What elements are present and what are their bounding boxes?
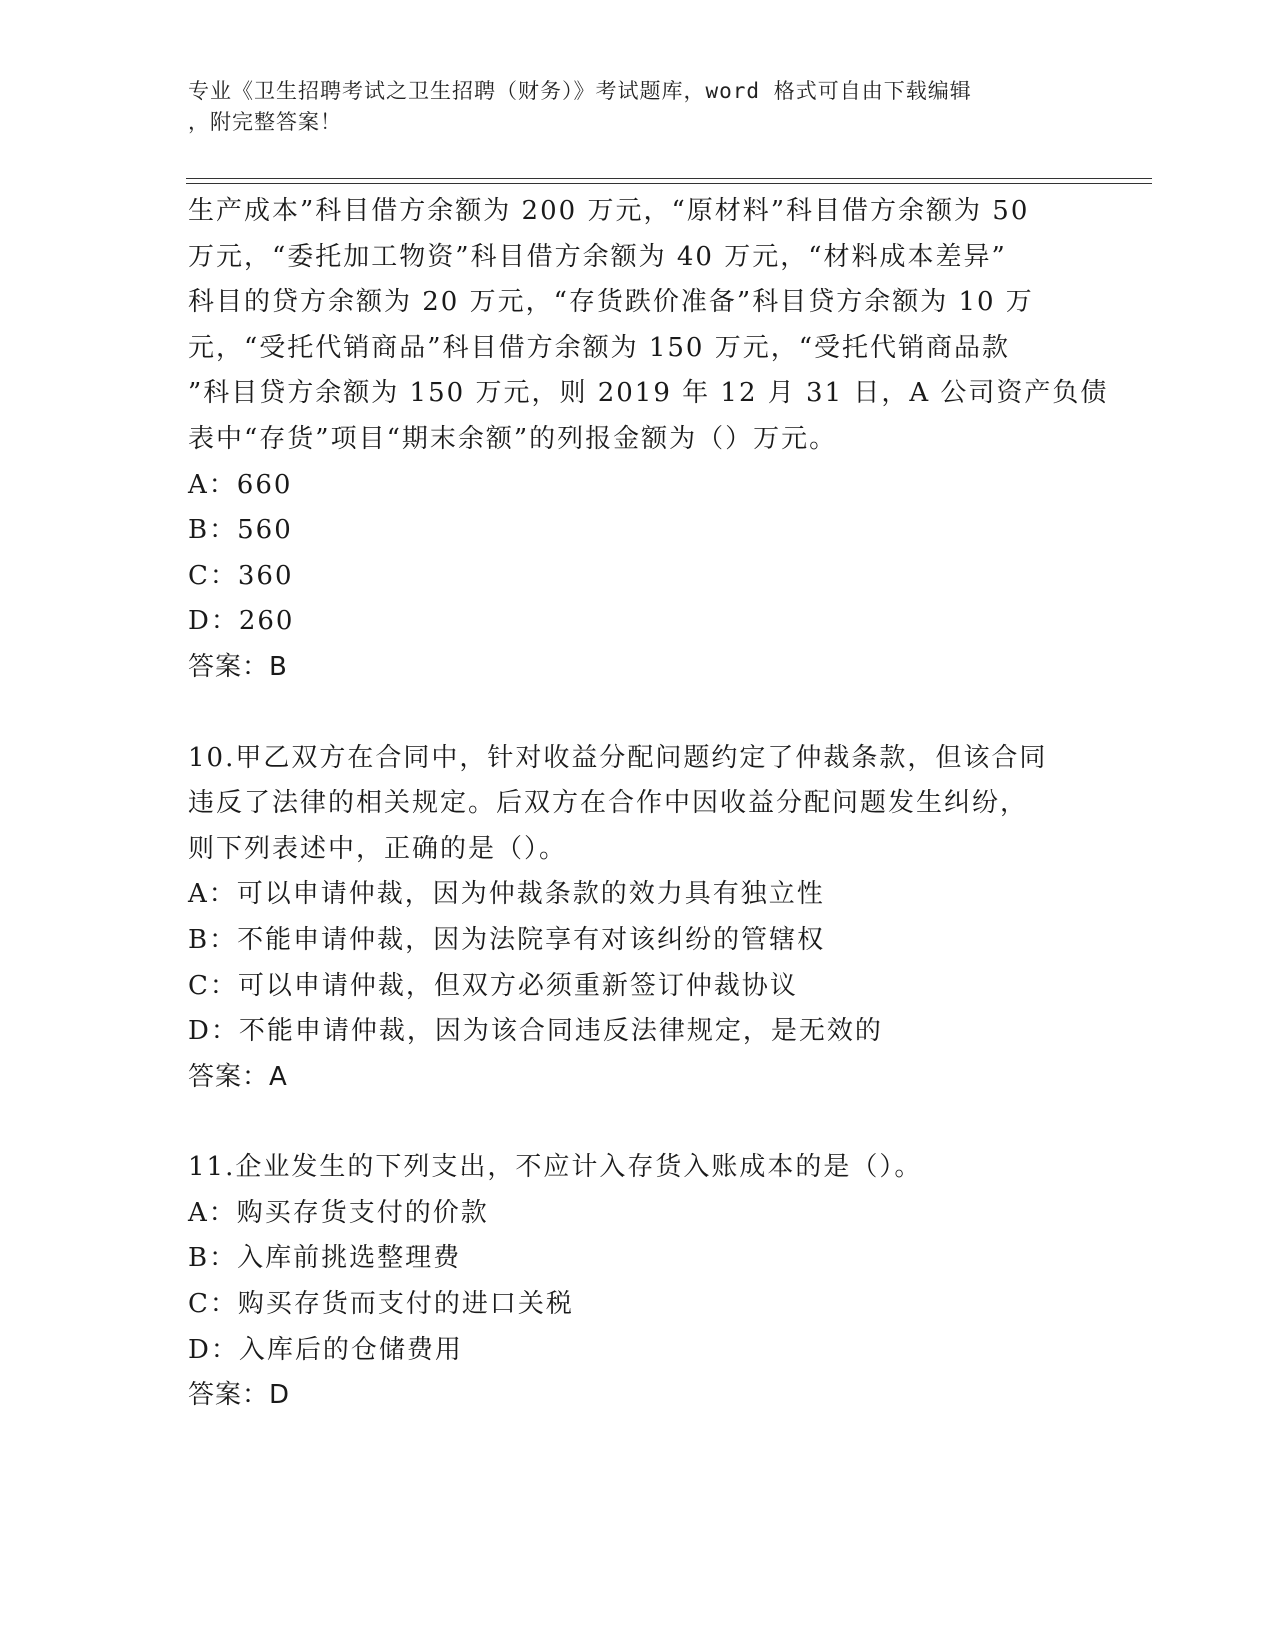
answer-label: 答案：B bbox=[188, 651, 288, 682]
question-spacer bbox=[188, 691, 1088, 736]
option-a: A：购买存货支付的价款 bbox=[188, 1197, 489, 1228]
question-10 bbox=[188, 736, 1088, 1101]
question-stem-line: 表中“存货”项目“期末余额”的列报金额为（）万元。 bbox=[188, 423, 838, 454]
answer-label: 答案：D bbox=[188, 1380, 291, 1411]
document-header bbox=[188, 76, 1068, 138]
header-rule-bottom bbox=[186, 183, 1152, 184]
question-stem-line: 则下列表述中，正确的是（）。 bbox=[188, 833, 568, 864]
option-b: B：560 bbox=[188, 515, 293, 546]
option-c: C：可以申请仲裁，但双方必须重新签订仲裁协议 bbox=[188, 970, 798, 1001]
question-stem-line: 万元，“委托加工物资”科目借方余额为 40 万元，“材料成本差异” bbox=[188, 241, 1007, 272]
question-stem-line: 10.甲乙双方在合同中，针对收益分配问题约定了仲裁条款，但该合同 bbox=[188, 742, 1048, 773]
question-stem-line: 11.企业发生的下列支出，不应计入存货入账成本的是（）。 bbox=[188, 1152, 923, 1183]
option-d: D：入库后的仓储费用 bbox=[188, 1334, 463, 1365]
question-stem-line: 违反了法律的相关规定。后双方在合作中因收益分配问题发生纠纷， bbox=[188, 788, 1029, 819]
question-11 bbox=[188, 1145, 1088, 1419]
question-list bbox=[188, 189, 1109, 1419]
question-stem-line: 元，“受托代销商品”科目借方余额为 150 万元，“受托代销商品款 bbox=[188, 332, 1011, 363]
question-stem-line: 生产成本”科目借方余额为 200 万元，“原材料”科目借方余额为 50 bbox=[188, 196, 1030, 226]
question-9-continued bbox=[188, 189, 1109, 691]
option-d: D：260 bbox=[188, 606, 295, 637]
option-d: D：不能申请仲裁，因为该合同违反法律规定，是无效的 bbox=[188, 1016, 883, 1047]
option-c: C：360 bbox=[188, 560, 294, 591]
option-b: B：不能申请仲裁，因为法院享有对该纠纷的管辖权 bbox=[188, 924, 826, 955]
header-rule-top bbox=[186, 178, 1152, 179]
option-a: A：660 bbox=[188, 469, 293, 500]
question-stem-line: ”科目贷方余额为 150 万元，则 2019 年 12 月 31 日，A 公司资产负债 bbox=[188, 378, 1109, 409]
header-line-2: ，附完整答案！ bbox=[188, 110, 342, 134]
question-stem-line: 科目的贷方余额为 20 万元，“存货跌价准备”科目贷方余额为 10 万 bbox=[188, 287, 1034, 318]
header-line-1: 专业《卫生招聘考试之卫生招聘（财务）》考试题库，word 格式可自由下载编辑 bbox=[188, 79, 972, 103]
option-c: C：购买存货而支付的进口关税 bbox=[188, 1289, 574, 1320]
option-a: A：可以申请仲裁，因为仲裁条款的效力具有独立性 bbox=[188, 879, 825, 910]
question-spacer bbox=[188, 1100, 1088, 1145]
option-b: B：入库前挑选整理费 bbox=[188, 1243, 462, 1274]
answer-label: 答案：A bbox=[188, 1061, 288, 1092]
